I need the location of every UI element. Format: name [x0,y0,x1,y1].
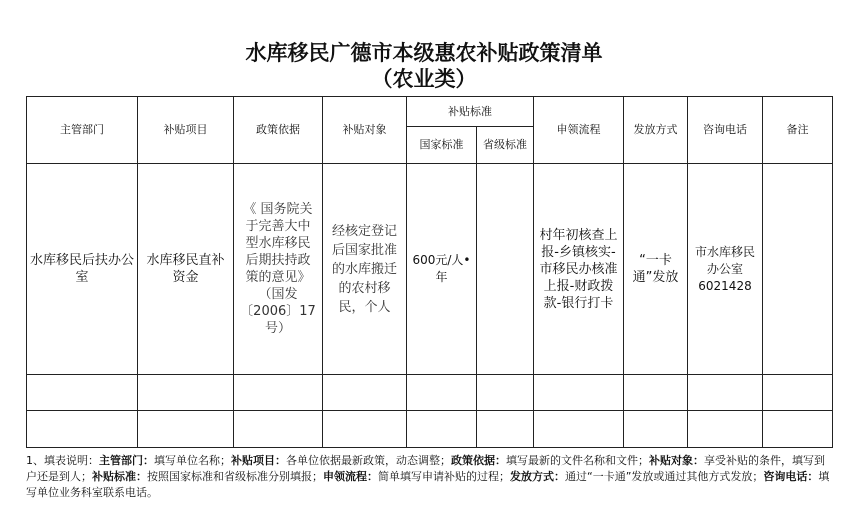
note-key: 咨询电话： [763,470,819,483]
note-key: 申领流程： [323,470,378,483]
cell-provincial [477,164,534,375]
header-process: 申领流程 [534,97,624,164]
cell-method: “一卡通”发放 [624,164,688,375]
header-dept: 主管部门 [27,97,138,164]
cell-target: 经核定登记后国家批准的水库搬迁的农村移民，个人 [323,164,407,375]
subsidy-table [26,96,833,448]
cell-basis: 《 国务院关于完善大中型水库移民后期扶持政策的意见》（国发〔2006〕17号） [234,164,323,375]
header-standard: 补贴标准 [407,97,534,127]
header-phone: 咨询电话 [688,97,763,164]
note-value: 享受补贴的条件，填写到户还是到人； [26,454,825,483]
header-basis: 政策依据 [234,97,323,164]
empty-row [27,375,833,411]
note-value: 各单位依据最新政策，动态调整； [286,454,451,467]
note-value: 按照国家标准和省级标准分别填报； [147,470,323,483]
note-key: 发放方式： [510,470,565,483]
note-value: 填写单位名称； [154,454,231,467]
note-intro: 1、填表说明： [26,454,99,467]
header-national: 国家标准 [407,127,477,164]
note-key: 补贴对象： [649,454,704,467]
note-key: 政策依据： [451,454,506,467]
note-value: 填写单位业务科室联系电话。 [26,470,830,499]
note-key: 补贴项目： [231,454,286,467]
cell-dept: 水库移民后扶办公室 [27,164,138,375]
note-value: 填写最新的文件名称和文件； [506,454,649,467]
cell-process: 村年初核查上报-乡镇核实-市移民办核准上报-财政拨款-银行打卡 [534,164,624,375]
cell-project: 水库移民直补资金 [138,164,234,375]
note-value: 简单填写申请补贴的过程； [378,470,510,483]
header-method: 发放方式 [624,97,688,164]
header-project: 补贴项目 [138,97,234,164]
header-remark: 备注 [763,97,833,164]
empty-row [27,411,833,448]
cell-remark [763,164,833,375]
cell-national: 600元/人•年 [407,164,477,375]
note-key: 补贴标准： [92,470,147,483]
cell-phone: 市水库移民办公室6021428 [688,164,763,375]
table-row [27,164,833,375]
note-key: 主管部门： [99,454,154,467]
fill-instructions [26,453,832,501]
header-provincial: 省级标准 [477,127,534,164]
document-subtitle: （农业类） [371,67,477,91]
note-value: 通过“一卡通”发放或通过其他方式发放； [565,470,764,483]
header-target: 补贴对象 [323,97,407,164]
document-title: 水库移民广德市本级惠农补贴政策清单 [245,41,603,65]
